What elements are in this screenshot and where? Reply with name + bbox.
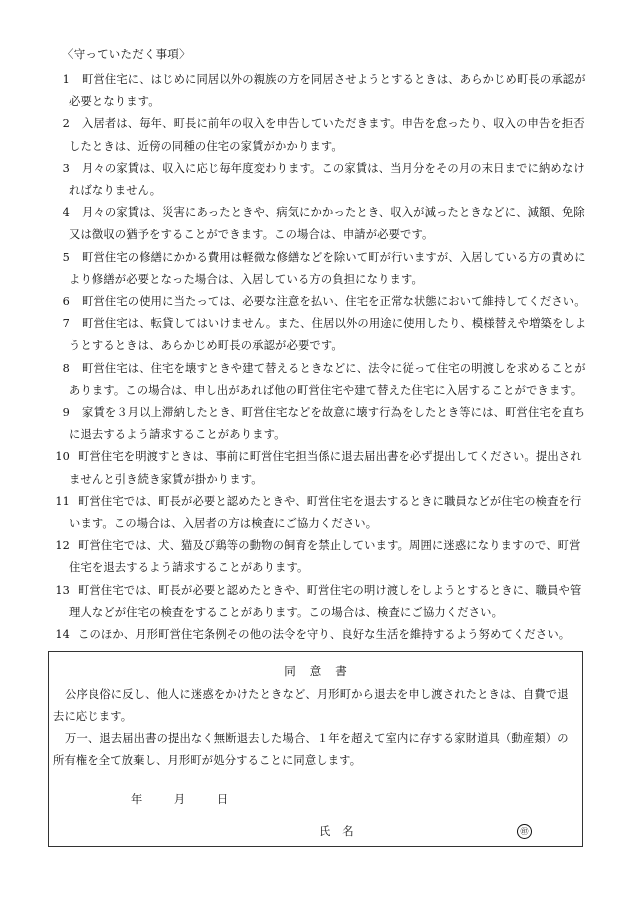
rule-text: 町営住宅を明渡すときは、事前に町営住宅担当係に退去届出書を必ず提出してください。提出されませんと引き続き家賃が掛かります。 (69, 450, 582, 486)
rule-text: 月々の家賃は、収入に応じ毎年度変わります。この家賃は、当月分をその月の末日までに納めなければなりません。 (69, 161, 585, 198)
rule-text: このほか、月形町営住宅条例その他の法令を守り、良好な生活を維持するよう努めてください。 (78, 628, 571, 642)
rule-text: 町営住宅は、住宅を壊すときや建て替えるときなどに、法令に従って住宅の明渡しを求めることがあります。この場合は、申し出があれば他の町営住宅や建て替えた住宅に入居することができます。 (69, 361, 586, 397)
rule-text: 町営住宅では、町長が必要と認めたときや、町営住宅の明け渡しをしようとするときに、職員や管理人などが住宅の検査をすることがあります。この場合は、検査にご協力ください。 (69, 583, 582, 619)
section-title: 〈守っていただく事項〉 (62, 47, 191, 61)
rule-number: 1 (62, 73, 70, 86)
rule-number: 3 (62, 161, 70, 175)
rule-item-5 (56, 247, 590, 291)
rule-item-2 (56, 113, 590, 157)
consent-paragraph-2: 万一、退去届出書の提出なく無断退去した場合、１年を超えて室内に存する家財道具（動産類）の所有権を全て放棄し、月形町が処分することに同意します。 (53, 732, 569, 767)
rule-text: 町営住宅の修繕にかかる費用は軽微な修繕などを除いて町が行いますが、入居している方の責めにより修繕が必要となった場合は、入居している方の負担になります。 (69, 250, 586, 286)
rule-text: 町営住宅では、犬、猫及び鶏等の動物の飼育を禁止しています。周囲に迷惑になりますので、町営住宅を退去するよう請求することがあります。 (69, 539, 581, 575)
rule-item-14 (56, 624, 590, 646)
rule-number: 2 (62, 117, 70, 131)
rule-item-11 (56, 491, 590, 535)
rule-number: 4 (62, 206, 70, 220)
rule-number: 5 (62, 250, 70, 264)
rule-item-9 (56, 402, 590, 446)
rule-text: 町営住宅の使用に当たっては、必要な注意を払い、住宅を正常な状態において維持してください。 (82, 295, 586, 309)
rule-text: 入居者は、毎年、町長に前年の収入を申告していただきます。申告を怠ったり、収入の申告を拒否したときは、近傍の同種の住宅の家賃がかかります。 (69, 117, 585, 153)
rule-text: 町営住宅では、町長が必要と認めたときや、町営住宅を退去するときに職員などが住宅の検査を行います。この場合は、入居者の方は検査にご協力ください。 (69, 494, 582, 531)
rule-item-6 (56, 291, 590, 313)
rule-number: 12 (55, 539, 70, 553)
rule-number: 13 (55, 583, 70, 597)
rule-item-1 (56, 69, 590, 113)
rule-text: 町営住宅は、転貸してはいけません。また、住居以外の用途に使用したり、模様替えや増築をしようとするときは、あらかじめ町長の承認が必要です。 (69, 317, 587, 353)
rule-number: 11 (55, 494, 70, 508)
rule-item-4 (56, 202, 590, 246)
rule-text: 町営住宅に、はじめに同居以外の親族の方を同居させようとするときは、あらかじめ町長の承認が必要となります。 (69, 73, 586, 109)
rules-list (56, 69, 590, 646)
rule-item-12 (56, 535, 590, 579)
month-label: 月 (173, 793, 186, 806)
rule-number: 9 (62, 406, 70, 420)
rule-text: 家賃を３月以上滞納したとき、町営住宅などを故意に壊す行為をしたとき等には、町営住宅を直ちに退去するよう請求することがあります。 (69, 406, 586, 442)
rule-number: 8 (62, 361, 70, 375)
rule-number: 7 (62, 317, 70, 331)
seal-mark: ㊞ (517, 824, 532, 839)
rule-item-7 (56, 313, 590, 357)
rule-number: 6 (62, 295, 70, 309)
rule-text: 月々の家賃は、災害にあったときや、病気にかかったとき、収入が減ったときなどに、減額、免除又は徴収の猶予をすることができます。この場合は、申請が必要です。 (69, 206, 585, 242)
year-label: 年 (131, 793, 143, 806)
rule-item-8 (56, 358, 590, 402)
day-label: 日 (216, 793, 229, 806)
consent-paragraph-1: 公序良俗に反し、他人に迷惑をかけたときなど、月形町から退去を申し渡されたときは、自費で退去に応じます。 (53, 688, 569, 723)
rule-item-13 (56, 580, 590, 624)
rule-item-3 (56, 158, 590, 202)
date-field (131, 792, 228, 808)
consent-title: 同意書 (284, 664, 361, 678)
rule-number: 14 (55, 628, 70, 642)
rule-item-10 (56, 446, 590, 490)
rule-number: 10 (55, 450, 70, 464)
consent-form-box (48, 651, 583, 847)
name-label: 氏名 (319, 825, 366, 838)
